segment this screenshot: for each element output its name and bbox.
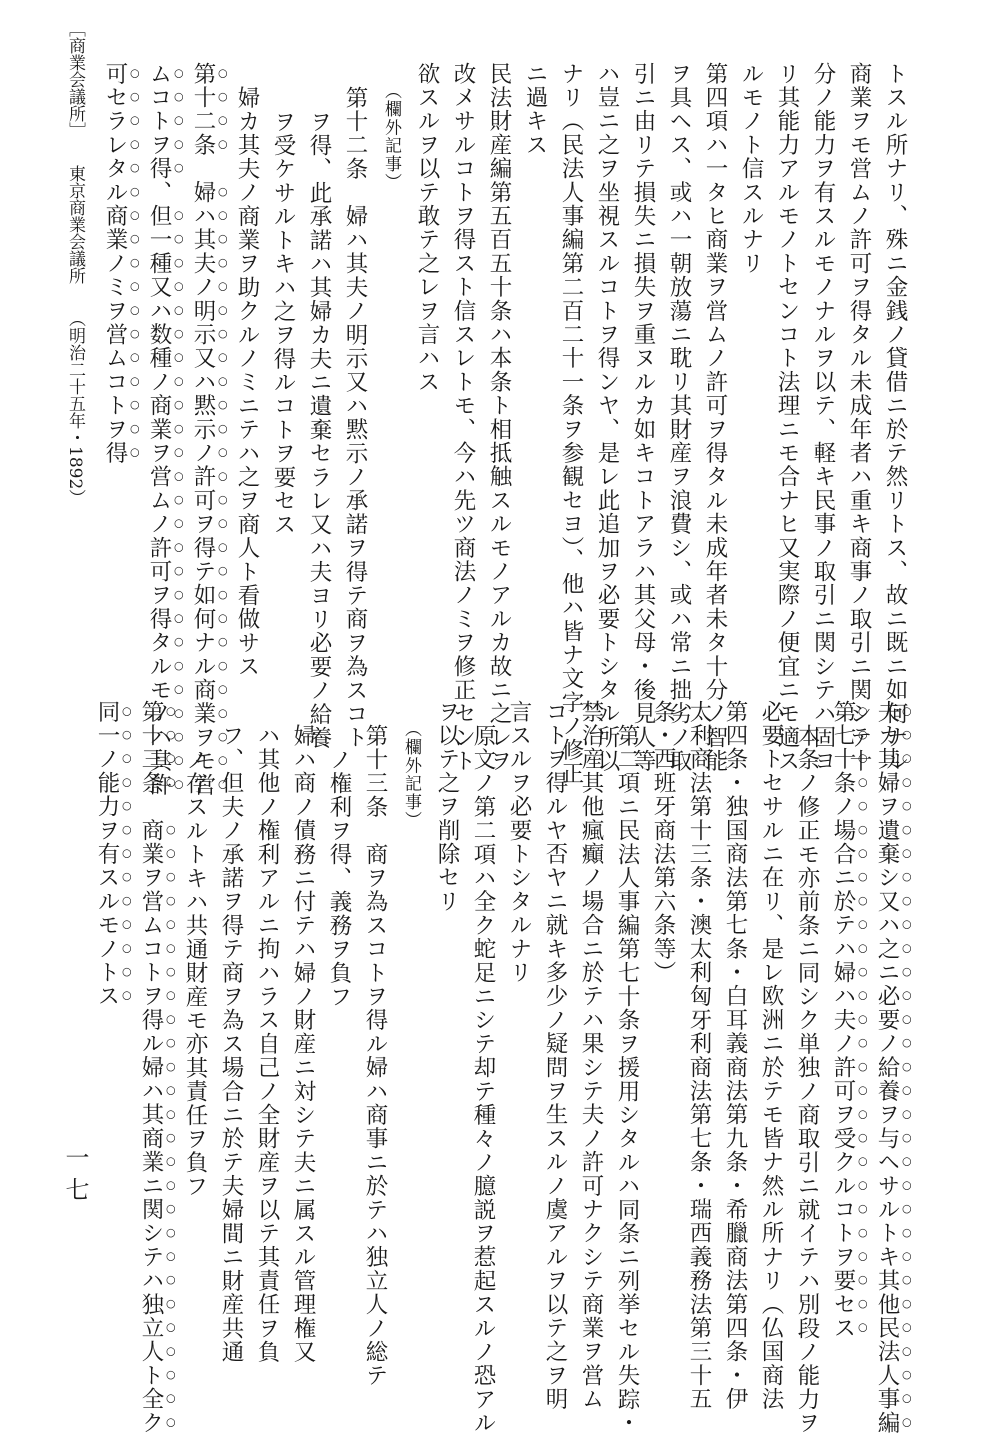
text-line: ハ豈ニ之ヲ坐視スルコトヲ得ンヤ、是レ此追加ヲ必要トシタル所以: [594, 62, 620, 773]
text-line: ヲ得、此承諾ハ其婦カ夫ニ遺棄セラレ又ハ夫ヨリ必要ノ給養: [306, 110, 332, 750]
text-line: 言スルヲ必要トシタルナリ: [506, 700, 532, 985]
text-line: 改メサルコトヲ得スト信スレトモ、今ハ先ツ商法ノミヲ修正セント: [450, 62, 476, 773]
text-line: ノ権利ヲ得、義務ヲ負フ: [326, 748, 352, 1009]
text-line: 必要トセサルニ在リ、是レ欧洲ニ於テモ皆ナ然ル所ナリ（仏国商法: [758, 700, 784, 1411]
marginal-note-label: （欄外記事）: [381, 82, 401, 192]
text-line: 太利商法第十三条・澳太利匈牙利商法第七条・瑞西義務法第三十五: [686, 700, 712, 1411]
text-line: 民法財産編第五百五十条ハ本条ト相抵触スルモノアルカ故ニ之レヲ: [486, 62, 512, 773]
publication-date: （明治二十五年・1892）: [65, 310, 85, 507]
lower-text-block: [83, 700, 913, 1435]
text-line: 可セラレタル商業ノミヲ営ムコトヲ得: [102, 62, 128, 465]
upper-text-block: [83, 62, 913, 797]
text-line: 禁治産其他瘋癲ノ場合ニ於テハ果シテ夫ノ許可ナクシテ商業ヲ営ム: [578, 700, 604, 1411]
text-line: ムコトヲ得、但一種又ハ数種ノ商業ヲ営ムノ許可ヲ得タルモノハ其許: [146, 62, 172, 797]
text-line: ノ存スルトキハ共通財産モ亦其責任ヲ負フ: [182, 748, 208, 1199]
text-line: トスル所ナリ、殊ニ金銭ノ貸借ニ於テ然リトス、故ニ既ニ如何ナル: [882, 62, 908, 773]
text-line: ルモノト信スルナリ: [738, 62, 764, 276]
text-line: ヲ受ケサルトキハ之ヲ得ルコトヲ要セス: [270, 110, 296, 537]
publisher-name: 東京商業会議所: [65, 165, 85, 284]
text-line: ヲ以テ之ヲ削除セリ: [434, 700, 460, 914]
text-line: 婦ハ商ノ債務ニ付テハ婦ノ財産ニ対シテ夫ニ属スル管理権又: [290, 724, 316, 1364]
text-line: フ、但夫ノ承諾ヲ得テ商ヲ為ス場合ニ於テ夫婦間ニ財産共通: [218, 724, 244, 1364]
text-line: 原文ノ第二項ハ全ク蛇足ニシテ却テ種々ノ臆説ヲ惹起スルノ恐アル: [470, 724, 496, 1435]
text-line: 第十二条 婦ハ其夫ノ明示又ハ黙示ノ承諾ヲ得テ商ヲ為スコト: [342, 86, 368, 750]
text-line: 商業ヲモ営ムノ許可ヲ得タル未成年者ハ重キ商事ノ取引ニ関シテ十: [846, 62, 872, 773]
text-line: 第十三条 商業ヲ営ムコトヲ得ル婦ハ其商業ニ関シテハ独立人ト全ク: [138, 700, 164, 1435]
text-line: 条・西班牙商法第六条等）: [650, 700, 676, 985]
text-line: 第七十条ノ場合ニ於テハ婦ハ夫ノ許可ヲ受クルコトヲ要セス: [830, 700, 856, 1340]
text-line: 分ノ能力ヲ有スルモノナルヲ以テ、軽キ民事ノ取引ニ関シテハ固ヨ: [810, 62, 836, 773]
text-line: コトヲ得ルヤ否ヤニ就キ多少ノ疑問ヲ生スルノ虞アルヲ以テ之ヲ明: [542, 700, 568, 1411]
page-number: 一七: [61, 1145, 89, 1209]
text-line: リ其能力アルモノトセンコト法理ニモ合ナヒ又実際ノ便宜ニモ適ス: [774, 62, 800, 773]
publisher-bracket: ［商業会議所］: [65, 20, 85, 139]
text-line: ハ其他ノ権利アルニ拘ハラス自己ノ全財産ヲ以テ其責任ヲ負: [254, 724, 280, 1364]
text-line: 婦カ其夫ノ商業ヲ助クルノミニテハ之ヲ商人ト看做サス: [234, 86, 260, 679]
text-line: 第二項ニ民法人事編第七十条ヲ援用シタルハ同条ニ列挙セル失踪・: [614, 724, 640, 1435]
text-line: ヲ具ヘス、或ハ一朝放蕩ニ耽リ其財産ヲ浪費シ、或ハ常ニ拙劣ノ取: [666, 62, 692, 773]
text-line: ニ過キス: [522, 62, 548, 157]
text-line: 欲スルヲ以テ敢テ之レヲ言ハス: [414, 62, 440, 394]
text-line: 夫カ其婦ヲ遺棄シ又ハ之ニ必要ノ給養ヲ与ヘサルトキ其他民法人事編: [874, 700, 900, 1435]
text-line: 同一ノ能力ヲ有スルモノトス: [94, 700, 120, 1009]
text-line: 第四条・独国商法第七条・白耳義商法第九条・希臘商法第四条・伊: [722, 700, 748, 1411]
text-line: 第十二条 婦ハ其夫ノ明示又ハ黙示ノ許可ヲ得テ如何ナル商業ヲモ営: [190, 62, 216, 797]
text-line: 第四項ハ一タヒ商業ヲ営ムノ許可ヲ得タル未成年者未タ十分ノ智能: [702, 62, 728, 773]
text-line: 引ニ由リテ損失ニ損失ヲ重ヌルカ如キコトアラハ其父母・後見人等: [630, 62, 656, 773]
marginal-note-label: （欄外記事）: [401, 720, 421, 830]
text-line: 第十三条 商ヲ為スコトヲ得ル婦ハ商事ニ於テハ独立人ノ総テ: [362, 724, 388, 1388]
text-line: 本条ノ修正モ亦前条ニ同シク単独ノ商取引ニ就イテハ別段ノ能力ヲ: [794, 724, 820, 1435]
text-line: ナリ（民法人事編第二百二十一条ヲ参観セヨ）、他ハ皆ナ文字ノ修正: [558, 62, 584, 786]
running-footer: [60, 20, 90, 507]
